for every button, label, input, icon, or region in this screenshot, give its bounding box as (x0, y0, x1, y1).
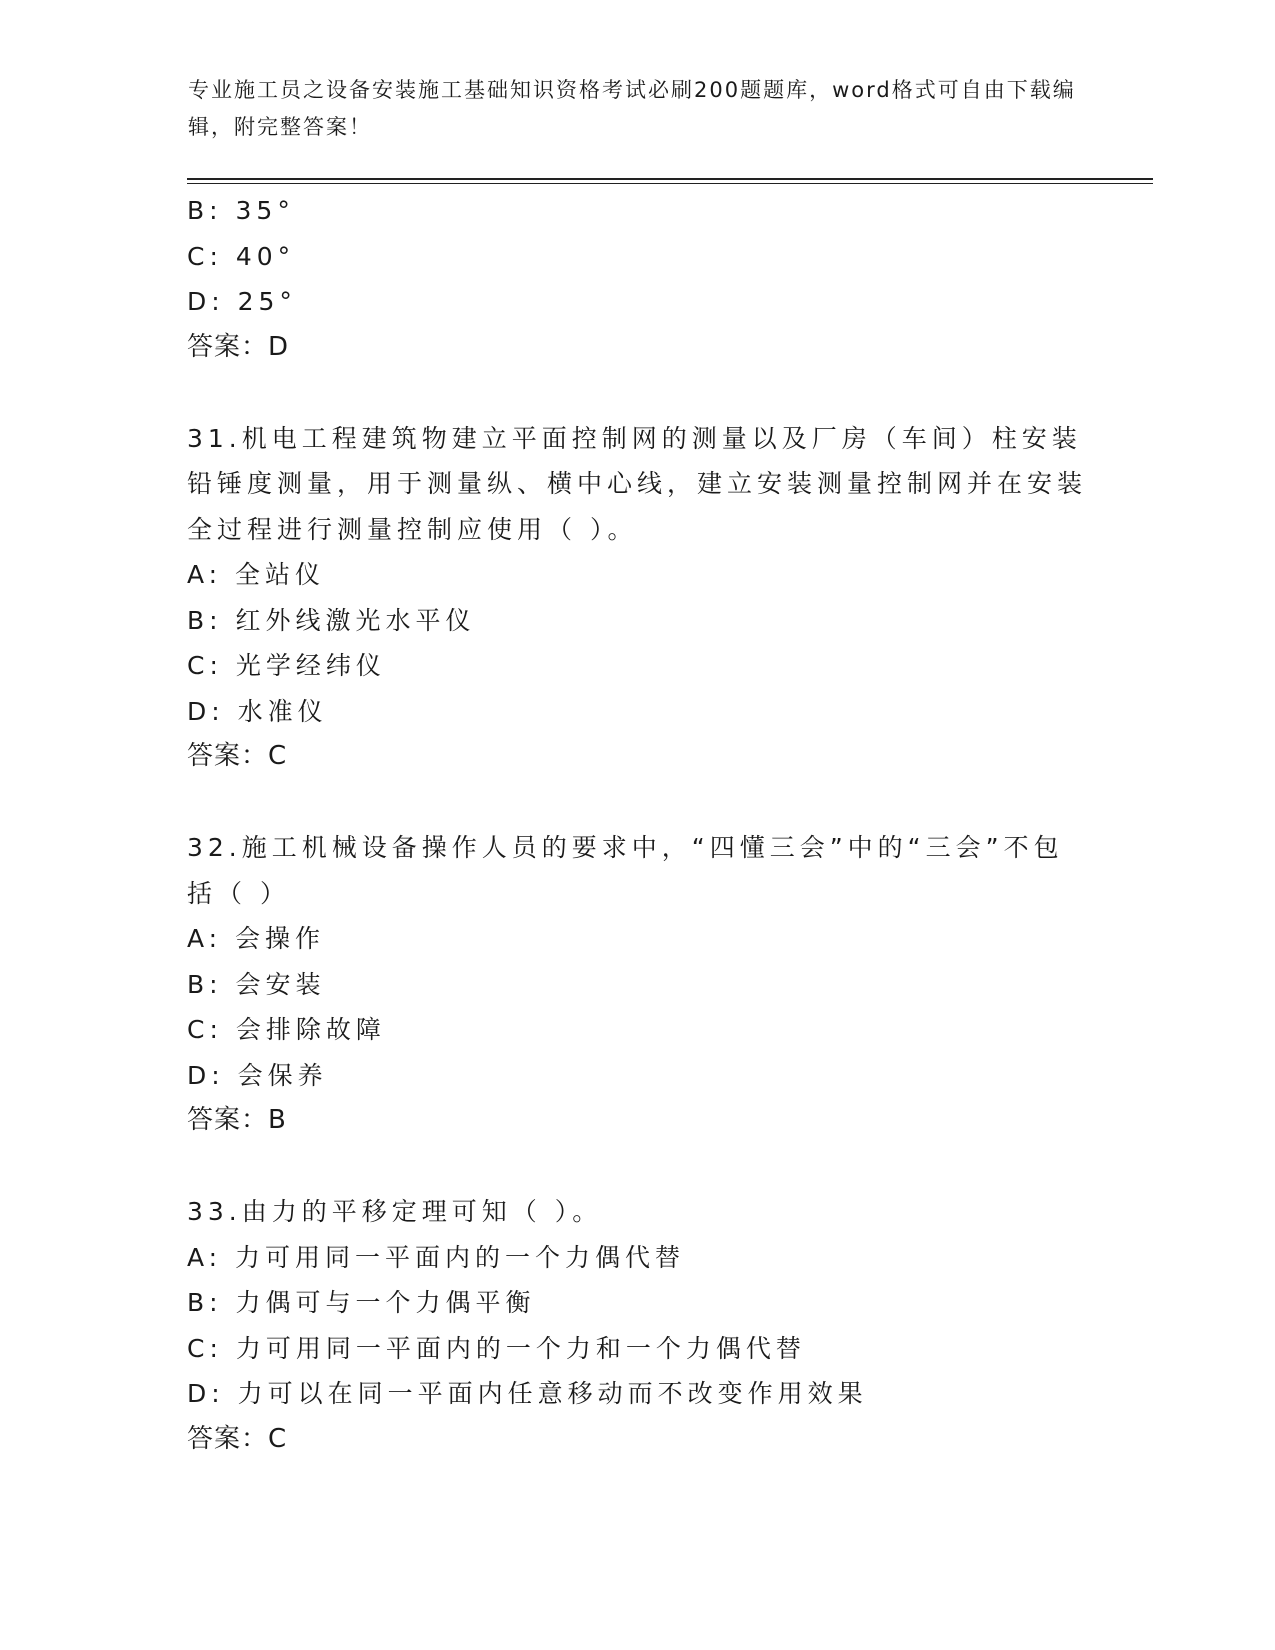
option-b: B: 35° (187, 196, 295, 225)
option-d: D: 会保养 (187, 1060, 328, 1090)
option-a: A: 力可用同一平面内的一个力偶代替 (187, 1242, 686, 1272)
header-divider-thin (187, 183, 1153, 184)
option-a: A: 会操作 (187, 924, 326, 953)
answer-line: 答案：D (187, 331, 290, 362)
spacer (187, 1144, 1087, 1190)
question-stem: 33.由力的平移定理可知（ ）。 (187, 1197, 603, 1226)
option-c: C: 会排除故障 (187, 1015, 386, 1044)
option-c: C: 力可用同一平面内的一个力和一个力偶代替 (187, 1333, 806, 1363)
document-header (188, 72, 1088, 146)
header-title: 专业施工员之设备安装施工基础知识资格考试必刷200题题库，word格式可自由下载编辑，附完整答案！ (188, 78, 1076, 139)
option-b: B: 力偶可与一个力偶平衡 (187, 1288, 536, 1317)
option-d: D: 水准仪 (187, 696, 328, 726)
option-b: B: 红外线激光水平仪 (187, 605, 476, 635)
answer-line: 答案：B (187, 1105, 287, 1135)
question-stem: 31.机电工程建筑物建立平面控制网的测量以及厂房（车间）柱安装铅锤度测量，用于测量纵、横中心线，建立安装测量控制网并在安装全过程进行测量控制应使用（ ）。 (187, 423, 1088, 544)
question-stem: 32.施工机械设备操作人员的要求中，“四懂三会”中的“三会”不包括（ ） (187, 833, 1064, 908)
question-31 (187, 416, 1087, 780)
continued-question (187, 188, 1087, 370)
option-b: B: 会安装 (187, 969, 326, 999)
option-c: C: 光学经纬仪 (187, 651, 386, 680)
spacer (187, 370, 1087, 416)
option-d: D: 25° (187, 287, 297, 316)
question-33 (187, 1189, 1087, 1462)
question-content (187, 188, 1087, 1462)
spacer (187, 780, 1087, 826)
option-c: C: 40° (187, 241, 296, 271)
header-divider-thick (187, 178, 1153, 180)
option-a: A: 全站仪 (187, 560, 326, 589)
question-32 (187, 825, 1087, 1144)
answer-line: 答案：C (187, 1423, 288, 1454)
answer-line: 答案：C (187, 741, 288, 771)
option-d: D: 力可以在同一平面内任意移动而不改变作用效果 (187, 1379, 868, 1408)
